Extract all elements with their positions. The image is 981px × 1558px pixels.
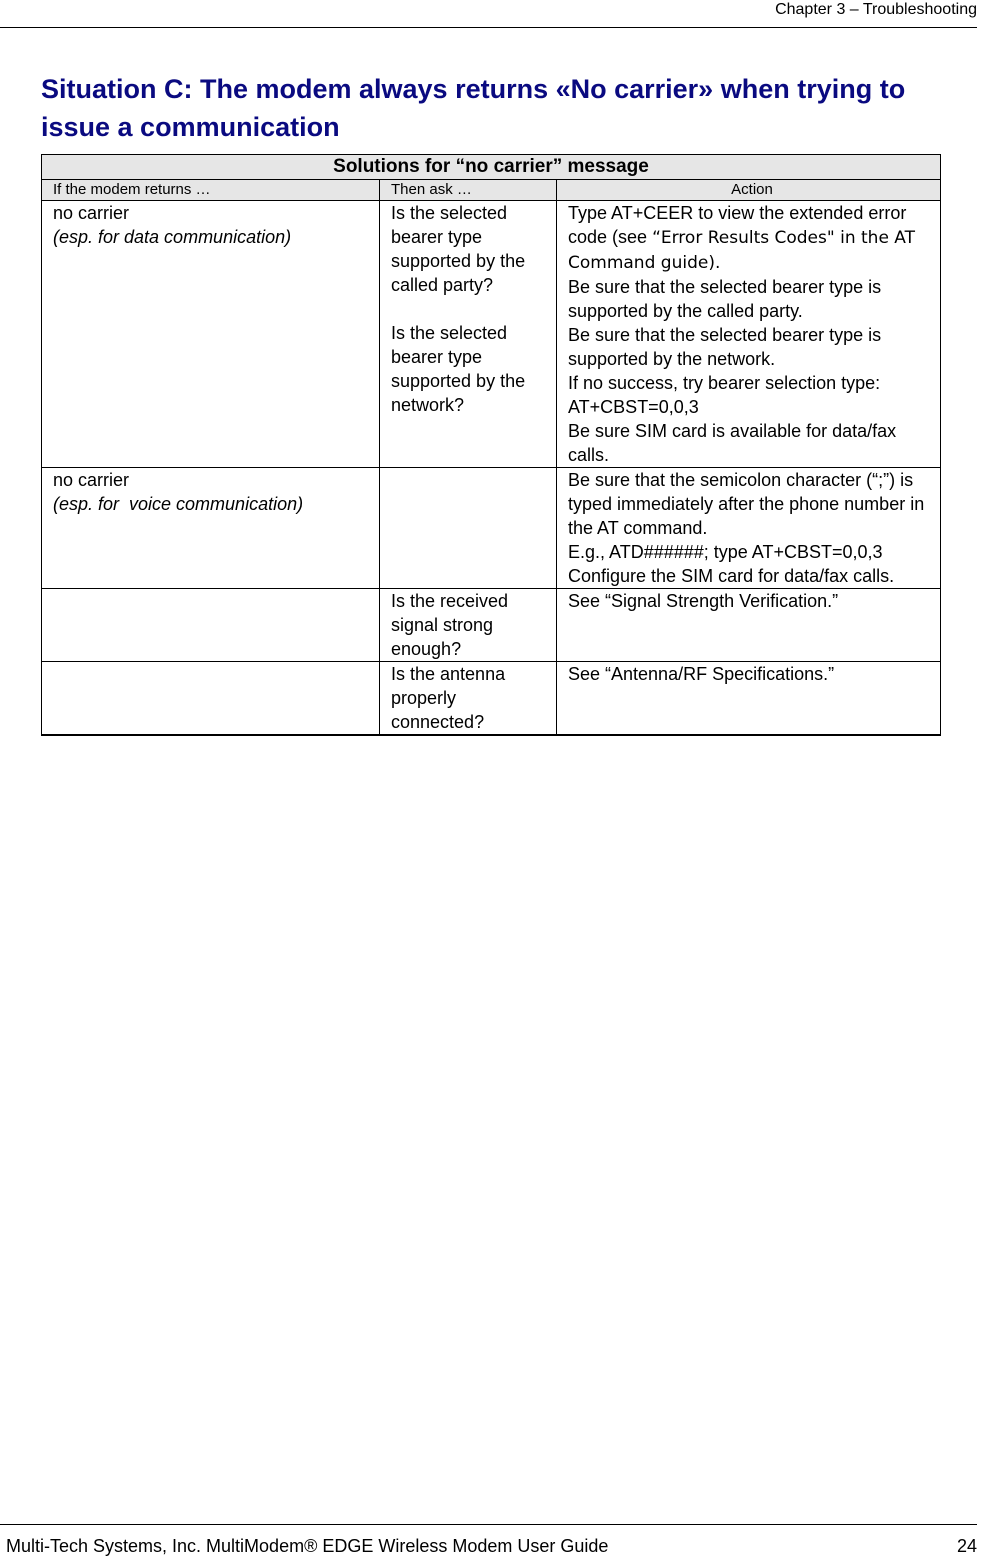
returns-cell <box>42 589 380 662</box>
page-header <box>0 0 977 28</box>
action-text: Be sure SIM card is available for data/fax calls. <box>568 421 897 465</box>
ask-cell <box>380 662 557 736</box>
ask-text: Is the antenna properly connected? <box>391 664 506 732</box>
solutions-table <box>41 154 941 736</box>
table-row <box>42 468 941 589</box>
table-caption: Solutions for “no carrier” message <box>42 155 941 180</box>
footer-publication: Multi-Tech Systems, Inc. MultiModem® EDGE Wireless Modem User Guide <box>6 1536 609 1556</box>
error-codes-reference: “Error Results Codes" in the AT Command guide). <box>568 228 915 273</box>
chapter-title: Chapter 3 – Troubleshooting <box>775 1 977 18</box>
table-row <box>42 201 941 468</box>
returns-cell <box>42 468 380 589</box>
page-footer <box>0 1524 977 1558</box>
returns-text: no carrier <box>53 470 130 490</box>
section-title: Situation C: The modem always returns «No carrier» when trying to issue a communication <box>41 74 906 142</box>
ask-text: Is the selected bearer type supported by the network? <box>391 323 526 415</box>
action-text: E.g., ATD######; type AT+CBST=0,0,3 <box>568 542 883 562</box>
column-header-returns: If the modem returns … <box>42 180 380 201</box>
returns-note: (esp. for data communication) <box>53 227 292 247</box>
action-cell <box>557 589 941 662</box>
table-header-row <box>42 180 941 201</box>
ask-cell <box>380 589 557 662</box>
ask-cell <box>380 201 557 468</box>
action-text: Be sure that the selected bearer type is supported by the network. <box>568 325 882 369</box>
action-text <box>568 201 936 275</box>
table-row <box>42 589 941 662</box>
action-text: See “Signal Strength Verification.” <box>568 591 839 611</box>
action-cell <box>557 662 941 736</box>
returns-cell <box>42 662 380 736</box>
action-text: Be sure that the semicolon character (“;”) is typed immediately after the phone number in the AT command. <box>568 470 925 538</box>
table-row <box>42 662 941 736</box>
action-cell <box>557 468 941 589</box>
action-text: See “Antenna/RF Specifications.” <box>568 664 835 684</box>
returns-note: (esp. for voice communication) <box>53 494 304 514</box>
ask-text: Is the selected bearer type supported by the called party? <box>391 203 526 295</box>
action-text: Be sure that the selected bearer type is supported by the called party. <box>568 277 882 321</box>
table-caption-row <box>42 155 941 180</box>
column-header-action: Action <box>557 180 941 201</box>
column-header-ask: Then ask … <box>380 180 557 201</box>
ask-text: Is the received signal strong enough? <box>391 591 509 659</box>
returns-text: no carrier <box>53 203 130 223</box>
action-text: If no success, try bearer selection type: AT+CBST=0,0,3 <box>568 373 881 417</box>
page-number: 24 <box>956 1536 977 1556</box>
ask-cell <box>380 468 557 589</box>
ask-spacer <box>391 297 552 321</box>
returns-cell <box>42 201 380 468</box>
action-text: Configure the SIM card for data/fax calls. <box>568 566 895 586</box>
action-prefix: Type AT+CEER to view the extended error code (see <box>568 203 907 247</box>
action-cell <box>557 201 941 468</box>
